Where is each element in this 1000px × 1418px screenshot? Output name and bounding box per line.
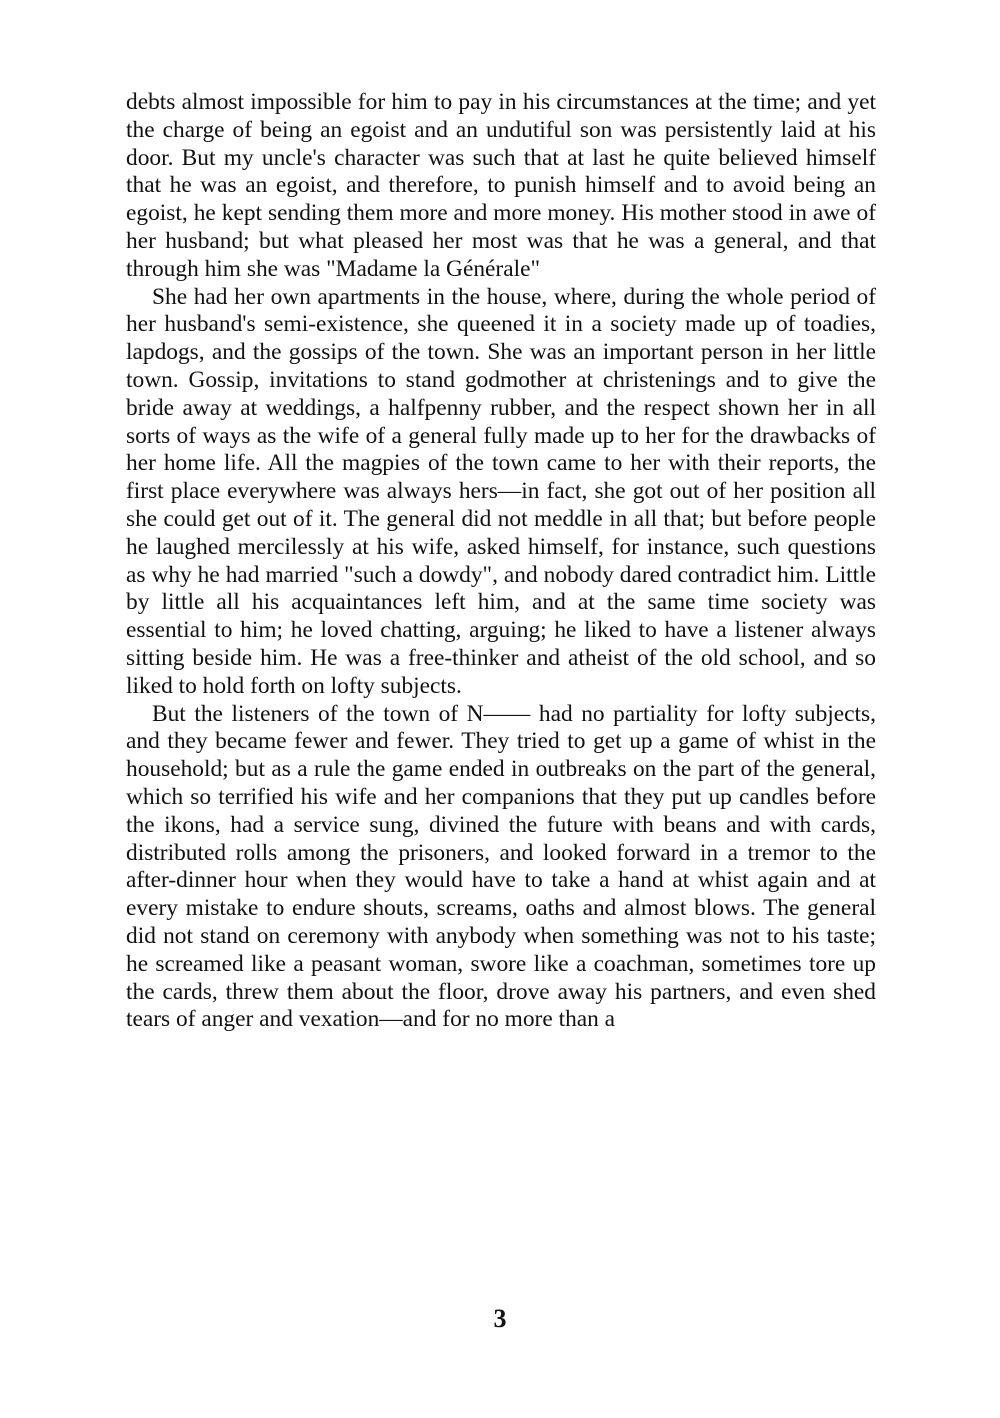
page-number: 3	[493, 1304, 507, 1333]
paragraph-3: But the listeners of the town of N—— had no partiality for lofty subjects, and they became fewer and fewer. They tried to get up a game of whist in the household; but as a rule the game ended in outbreaks on the part of the general, which so terrified his wife and her companions that they put up candles before the ikons, had a service sung, divined the future with beans and with cards, distributed rolls among the prisoners, and looked forward in a tremor to the after-dinner hour when they would have to take a hand at whist again and at every mistake to endure shouts, screams, oaths and almost blows. The general did not stand on ceremony with anybody when something was not to his taste; he screamed like a peasant woman, swore like a coachman, sometimes tore up the cards, threw them about the floor, drove away his partners, and even shed tears of anger and vexation—and for no more than a	[126, 700, 876, 1033]
paragraph-1: debts almost impossible for him to pay in his circumstances at the time; and yet the charge of being an egoist and an undutiful son was persistently laid at his door. But my uncle's character was such that at last he quite believed himself that he was an egoist, and therefore, to punish himself and to avoid being an egoist, he kept sending them more and more money. His mother stood in awe of her husband; but what pleased her most was that he was a general, and that through him she was "Madame la Générale"	[126, 89, 876, 282]
paragraph-2: She had her own apartments in the house, where, during the whole period of her husband's semi-existence, she queened it in a society made up of toadies, lapdogs, and the gossips of the town. She was an important person in her little town. Gossip, invitations to stand godmother at christenings and to give the bride away at weddings, a halfpenny rubber, and the respect shown her in all sorts of ways as the wife of a general fully made up to her for the drawbacks of her home life. All the magpies of the town came to her with their reports, the first place everywhere was always hers—in fact, she got out of her position all she could get out of it. The general did not meddle in all that; but before people he laughed mercilessly at his wife, asked himself, for instance, such questions as why he had married "such a dowdy", and nobody dared contradict him. Little by little all his acquaintances left him, and at the same time society was essential to him; he loved chatting, arguing; he liked to have a listener always sitting beside him. He was a free-thinker and atheist of the old school, and so liked to hold forth on lofty subjects.	[126, 283, 876, 699]
body-text	[126, 89, 876, 1034]
